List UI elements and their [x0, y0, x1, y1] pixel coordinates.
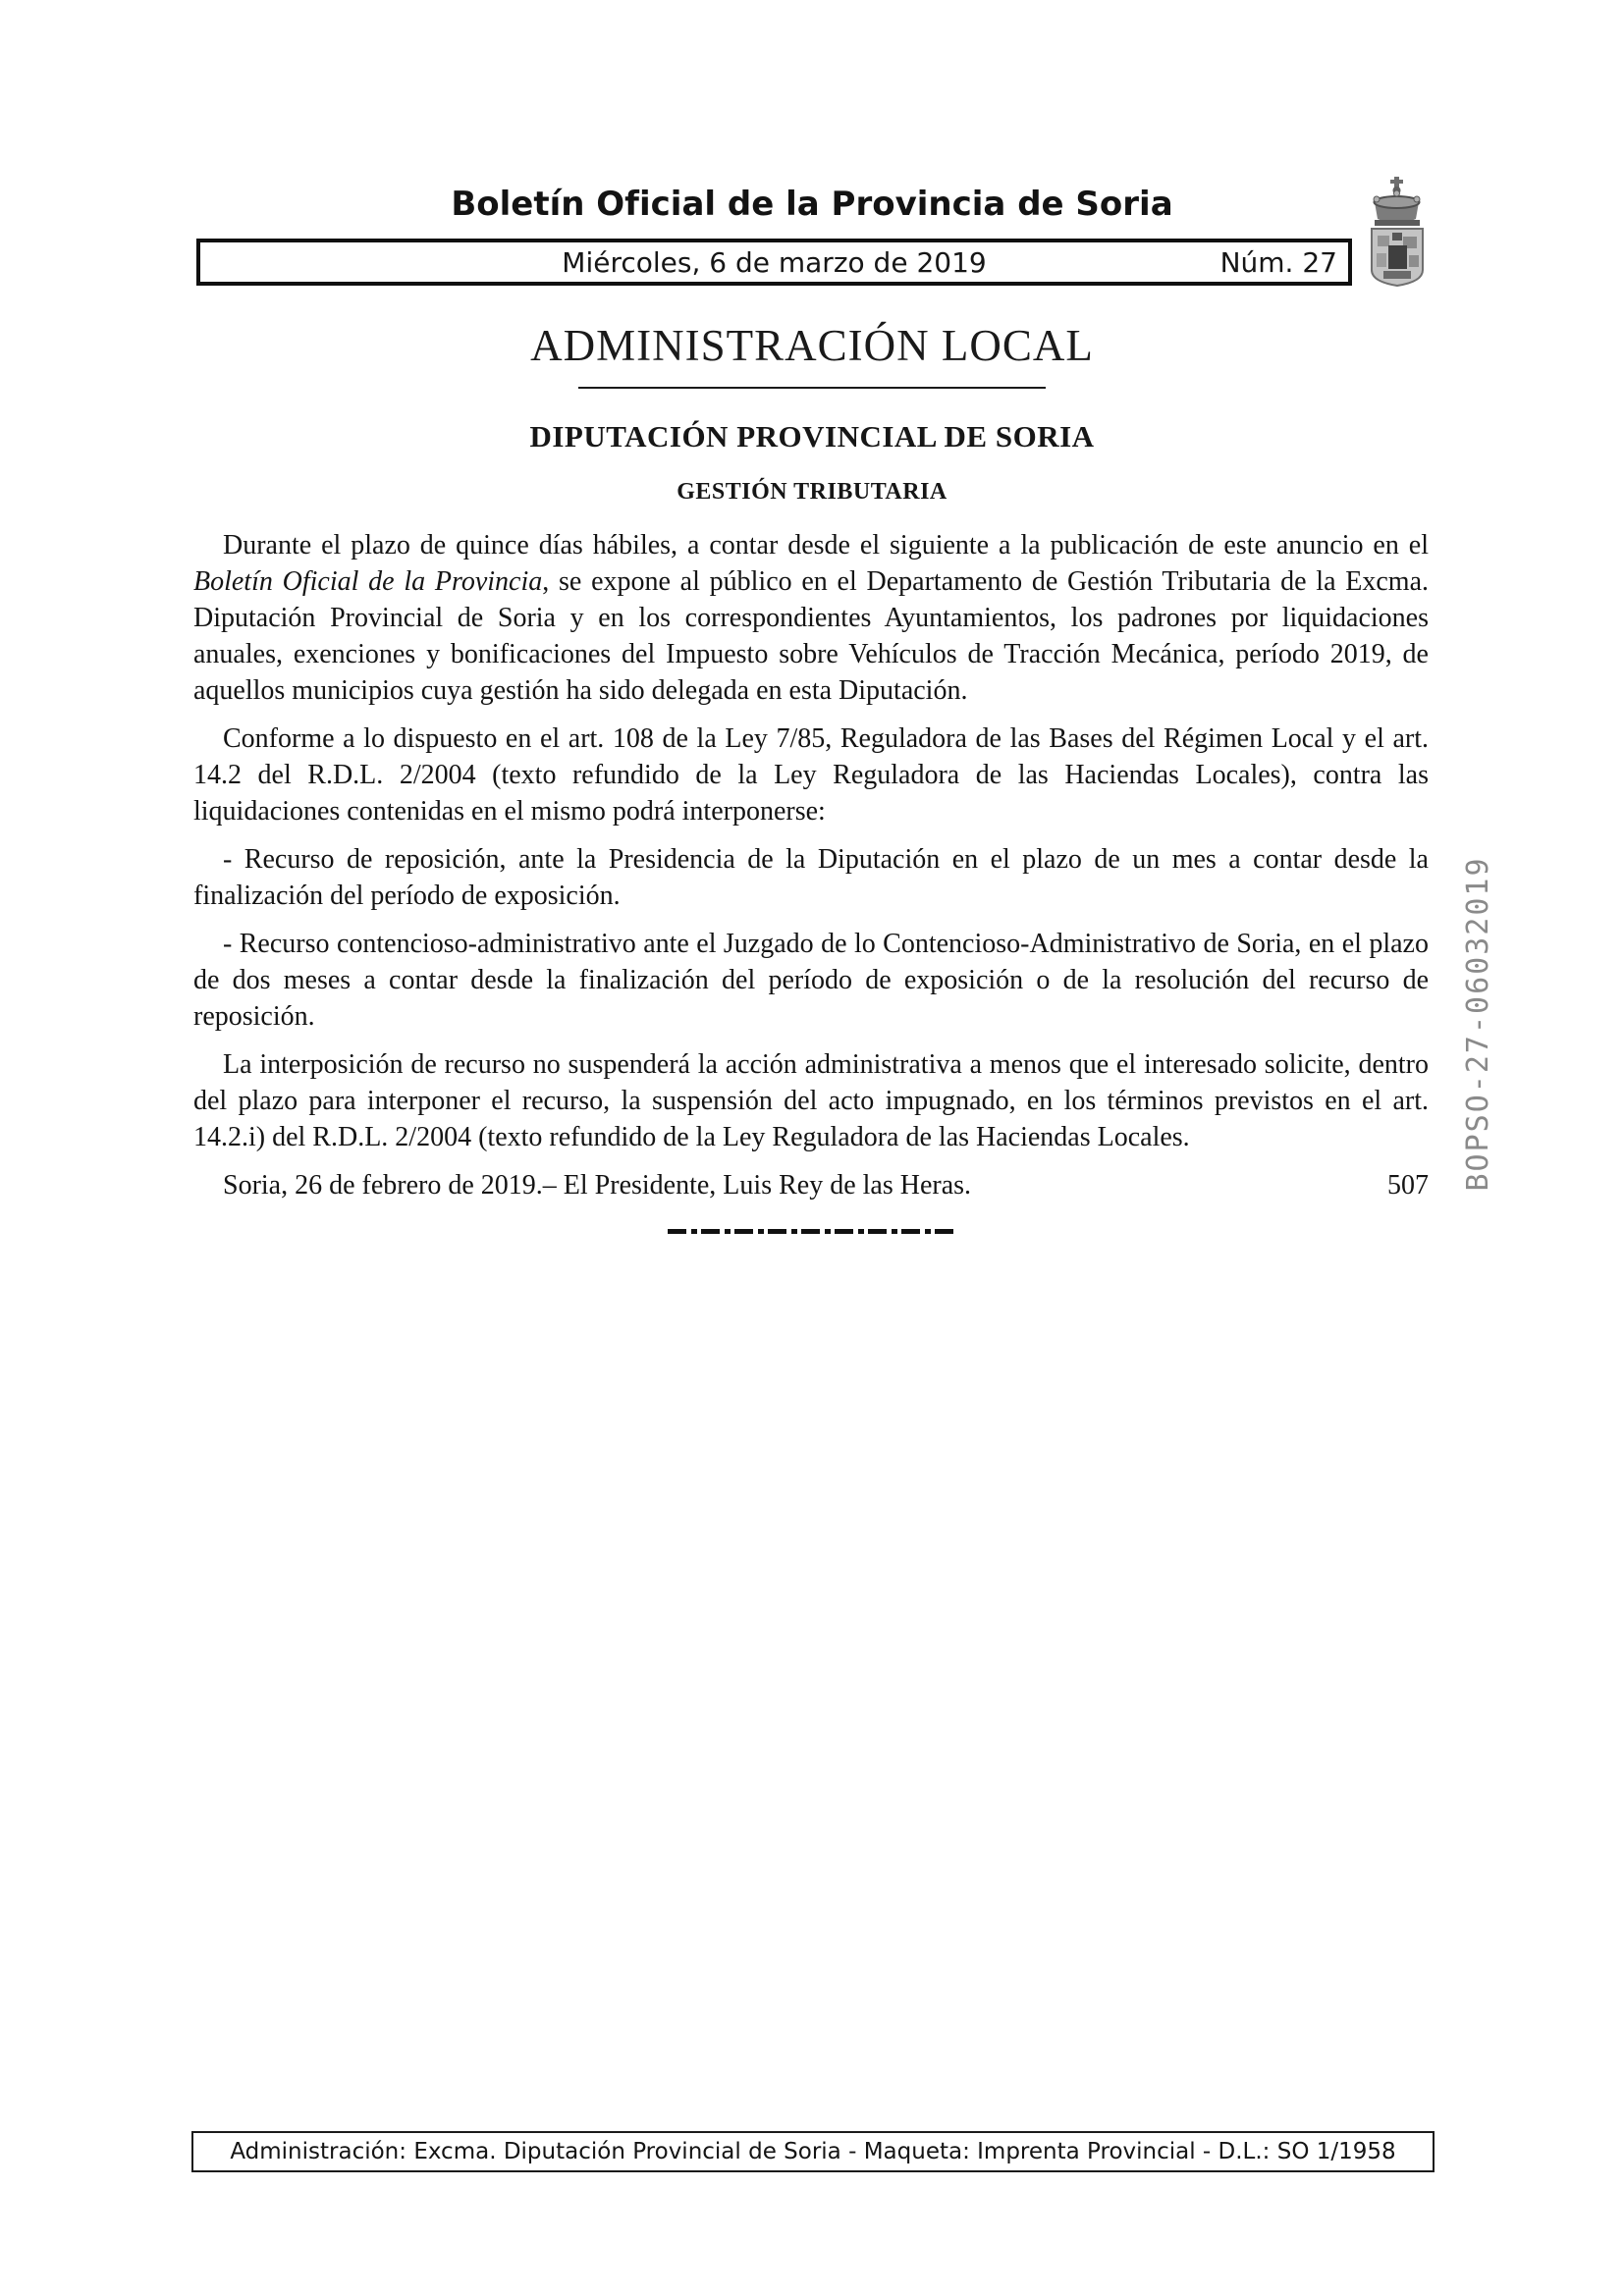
- document-number: 507: [1387, 1170, 1429, 1201]
- department-subheading: GESTIÓN TRIBUTARIA: [677, 479, 947, 505]
- body-paragraph: La interposición de recurso no suspenderá la acción administrativa a menos que el interesado solicite, dentro del plazo para interponer el recurso, la suspensión del acto impugnado, en los términos previstos en el art. 14.2.i) del R.D.L. 2/2004 (texto refundido de la Ley Reguladora de las Haciendas Locales.: [193, 1049, 1429, 1152]
- vertical-issue-code: BOPSO-27-06032019: [1461, 856, 1495, 1192]
- footer-box: [191, 2131, 1435, 2172]
- masthead-title: Boletín Oficial de la Provincia de Soria: [451, 185, 1173, 224]
- org-subheading: DIPUTACIÓN PROVINCIAL DE SORIA: [529, 419, 1095, 454]
- dash-dot-divider: [668, 1229, 954, 1234]
- paragraph-text: Durante el plazo de quince días hábiles, a contar desde el siguiente a la publicación de este anuncio en el: [223, 530, 1429, 561]
- signature-line: [193, 1167, 1429, 1203]
- body-paragraph: - Recurso de reposición, ante la Presidencia de la Diputación en el plazo de un mes a contar desde la finalización del período de exposición.: [193, 844, 1429, 911]
- paragraph-text: , se expone al público en el Departamento de Gestión Tributaria de la Excma. Diputación Provincial de Soria y en los correspondientes Ayuntamientos, los padrones por liquidaciones anuales, exenciones y bonificaciones del Impuesto sobre Vehículos de Tracción Mecánica, período 2019, de aquellos municipios cuya gestión ha sido delegada en esta Diputación.: [193, 566, 1429, 706]
- section-heading: ADMINISTRACIÓN LOCAL: [530, 321, 1094, 370]
- signature-text: Soria, 26 de febrero de 2019.– El Presidente, Luis Rey de las Heras.: [223, 1170, 972, 1201]
- body-paragraph: [193, 527, 1429, 709]
- heading-divider: [578, 387, 1046, 389]
- issue-number-label: Núm. 27: [1219, 245, 1337, 279]
- footer-text: Administración: Excma. Diputación Provincial de Soria - Maqueta: Imprenta Provincial - D.L.: SO 1/1958: [230, 2139, 1396, 2164]
- italic-citation: Boletín Oficial de la Provincia: [193, 566, 543, 597]
- provincial-crest-icon: [1366, 177, 1429, 288]
- body-paragraph: Conforme a lo dispuesto en el art. 108 de la Ley 7/85, Reguladora de las Bases del Régimen Local y el art. 14.2 del R.D.L. 2/2004 (texto refundido de la Ley Reguladora de las Haciendas Locales), contra las liquidaciones contenidas en el mismo podrá interponerse:: [193, 723, 1429, 827]
- body-paragraph: - Recurso contencioso-administrativo ante el Juzgado de lo Contencioso-Administrativo de Soria, en el plazo de dos meses a contar desde la finalización del período de exposición o de la resolución del recurso de reposición.: [193, 929, 1429, 1032]
- announcement-body: [193, 527, 1429, 1234]
- header-box: [196, 239, 1352, 286]
- issue-date-label: Miércoles, 6 de marzo de 2019: [562, 245, 987, 279]
